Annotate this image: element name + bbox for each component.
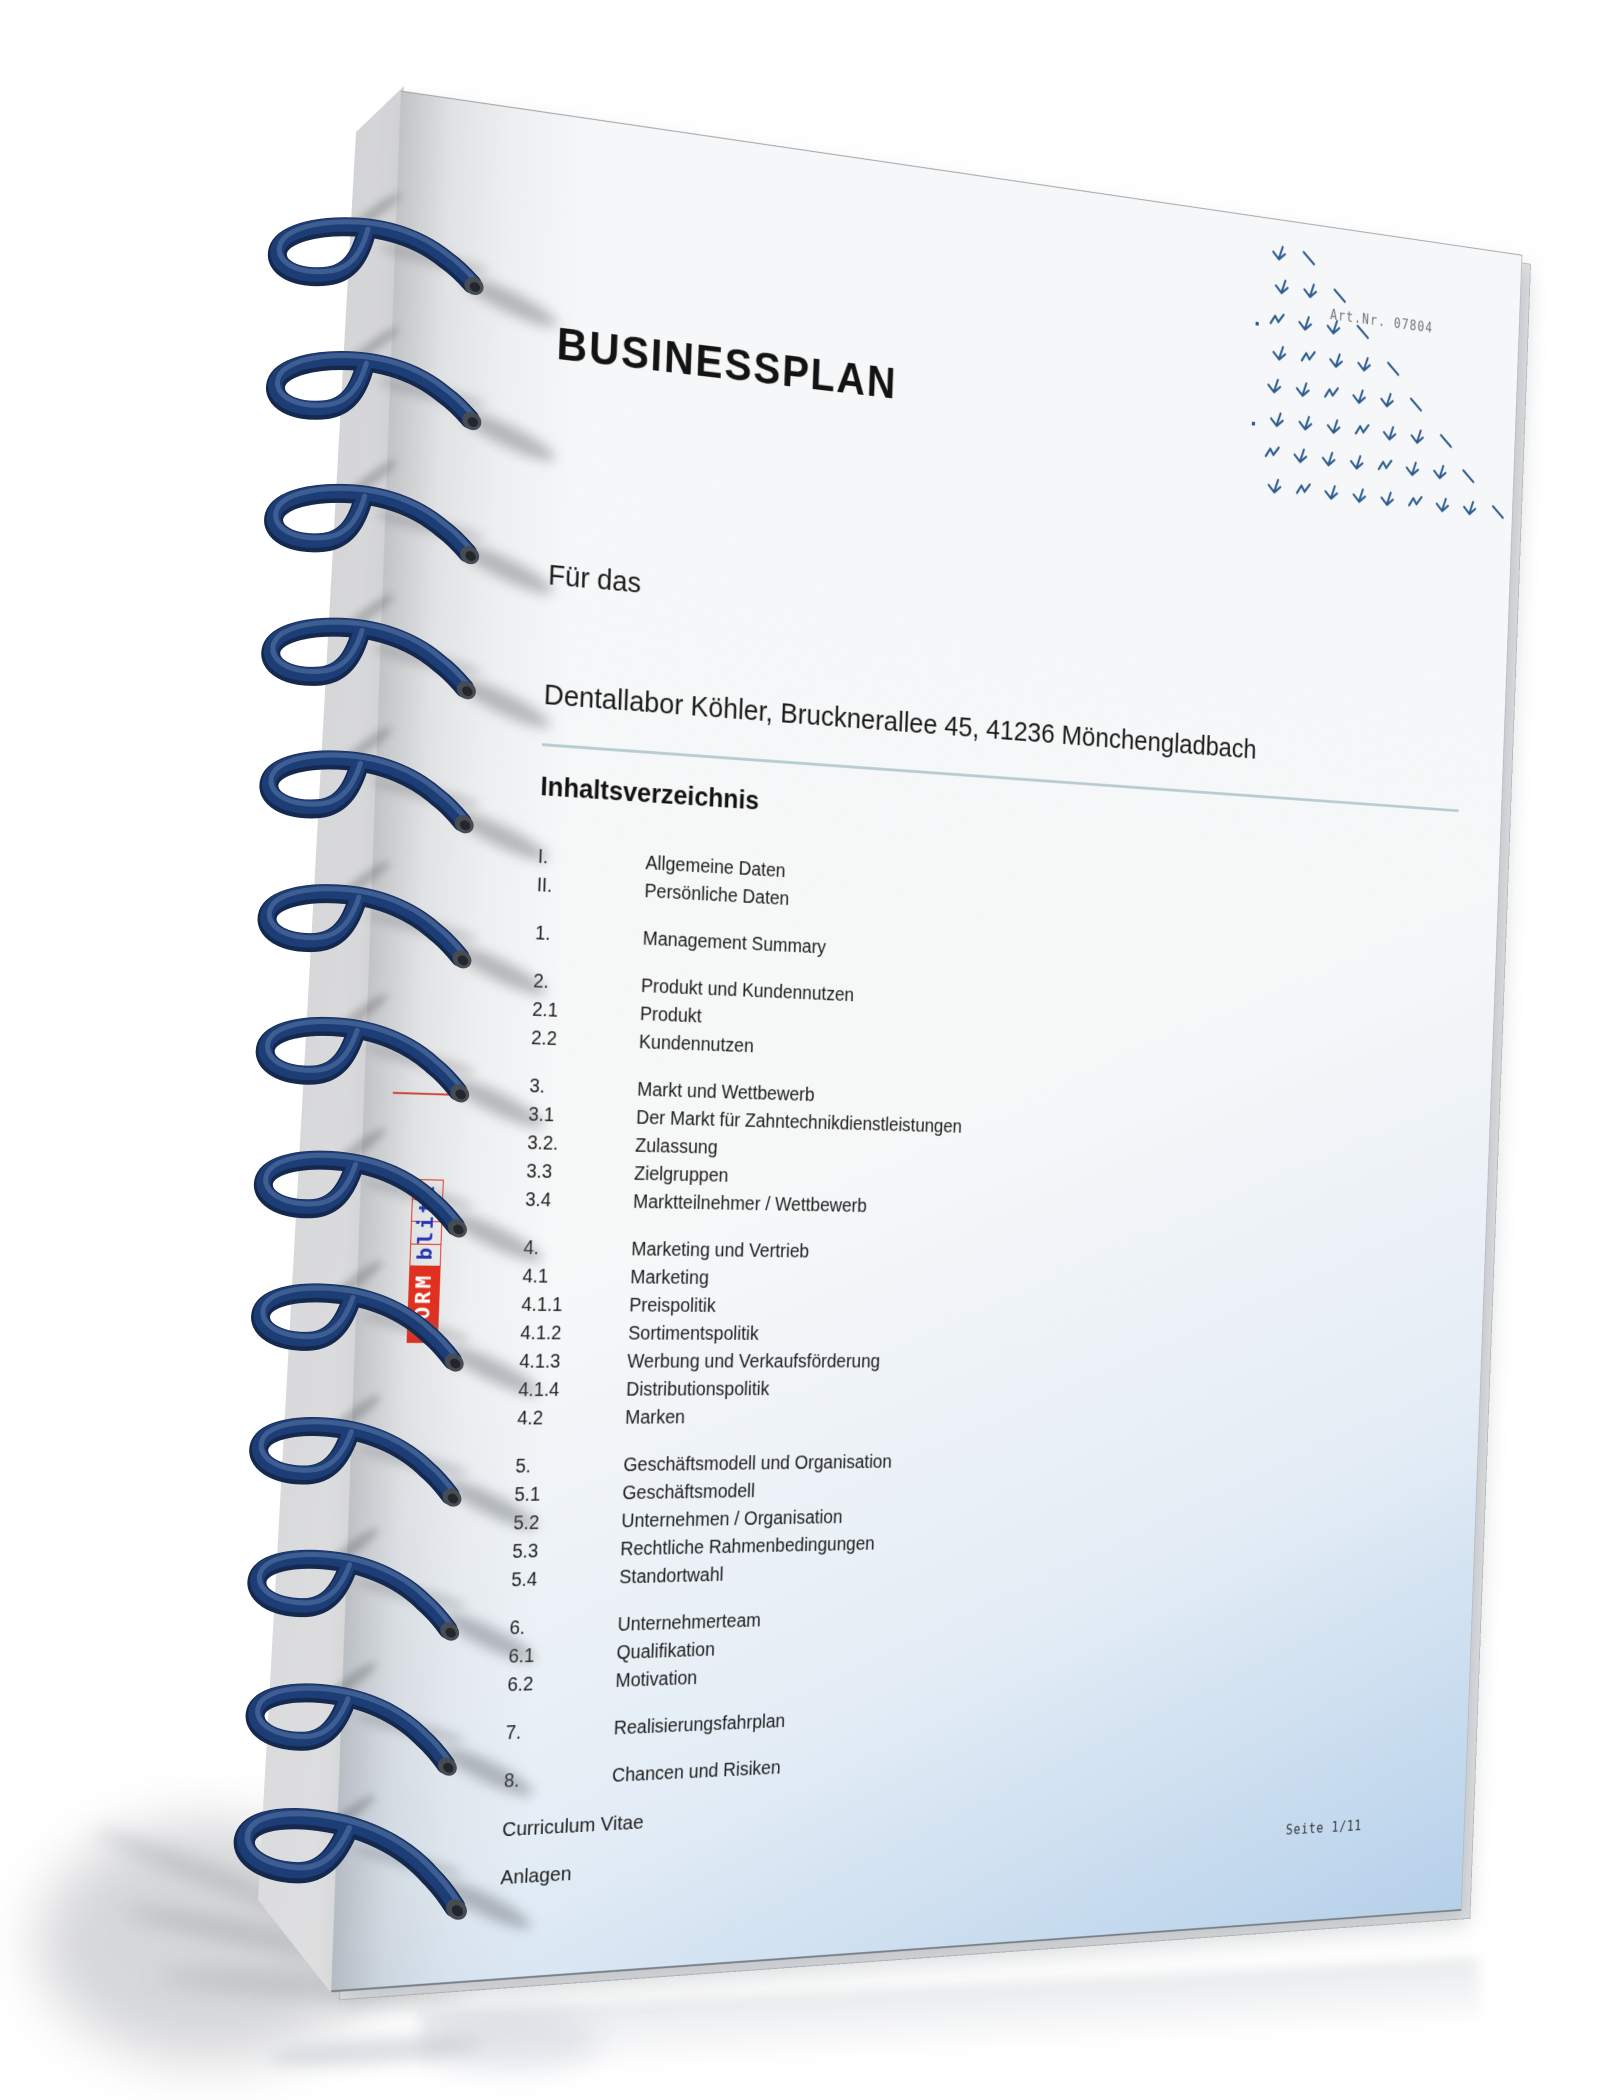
toc-entry-label: Anlagen: [500, 1862, 572, 1890]
page-title: BUSINESSPLAN: [555, 317, 898, 409]
arrow-glyph-icon: [1263, 442, 1282, 466]
toc-entry-number: 5.2: [513, 1512, 540, 1535]
toc-row: [519, 1348, 1340, 1376]
toc-entry-number: 2.1: [531, 999, 559, 1022]
arrow-glyph-icon: [1381, 423, 1400, 446]
toc-entry-number: 4.1.2: [520, 1322, 562, 1345]
arrow-glyph-icon: [1273, 276, 1292, 300]
toc-entry-number: 5.3: [512, 1540, 539, 1563]
toc-entry-number: 4.1.1: [521, 1294, 563, 1316]
toc-entry-label: Sortimentspolitik: [627, 1323, 760, 1345]
arrow-glyph-icon: [1355, 354, 1374, 378]
toc-entry-number: I.: [537, 846, 549, 869]
arrow-glyph-icon: [1270, 343, 1289, 367]
toc-entry-number: 4.: [523, 1237, 540, 1260]
arrow-glyph-icon: [1436, 430, 1455, 453]
toc-entry-number: 6.1: [508, 1645, 535, 1668]
arrow-glyph-icon: [1265, 375, 1284, 399]
article-number: Art.Nr. 07804: [1329, 306, 1434, 337]
toc-entry-label: Rechtliche Rahmenbedingungen: [619, 1533, 876, 1561]
arrow-glyph-icon: [1325, 317, 1344, 341]
toc-entry-label: Produkt und Kundennutzen: [640, 975, 855, 1006]
toc-entry-label: Kundennutzen: [638, 1031, 755, 1058]
arrow-glyph-icon: [1378, 390, 1397, 413]
arrow-glyph-icon: [1379, 489, 1398, 512]
arrow-glyph-icon: [1299, 247, 1318, 271]
arrow-glyph-icon: [1292, 445, 1311, 469]
dot-glyph: [1256, 322, 1259, 326]
toc-entry-number: 2.: [532, 970, 550, 993]
toc-entry-number: 6.2: [507, 1673, 534, 1697]
table-of-contents: [500, 843, 1357, 1892]
arrow-glyph-icon: [1325, 416, 1344, 440]
arrow-glyph-icon: [1406, 393, 1425, 416]
arrow-glyph-icon: [1266, 476, 1285, 500]
arrow-glyph-icon: [1301, 280, 1320, 304]
toc-entry-number: 5.1: [514, 1483, 541, 1506]
toc-entry-label: Der Markt für Zahntechnikdienstleistungen: [635, 1107, 963, 1138]
arrow-glyph-icon: [1330, 284, 1349, 308]
arrow-glyph-icon: [1294, 479, 1313, 503]
client-address-line: Dentallabor Köhler, Brucknerallee 45, 41236 Mönchengladbach: [543, 678, 1258, 766]
arrow-glyph-icon: [1350, 386, 1369, 410]
arrow-glyph-icon: [1320, 449, 1339, 473]
toc-row: [521, 1291, 1342, 1323]
toc-entry-label: Geschäftsmodell und Organisation: [623, 1451, 893, 1476]
toc-entry-label: Produkt: [639, 1003, 703, 1028]
toc-entry-label: Preispolitik: [628, 1294, 717, 1317]
arrow-glyph-icon: [1297, 413, 1316, 437]
arrow-glyph-icon: [1434, 495, 1453, 518]
toc-entry-label: Unternehmen / Organisation: [621, 1506, 843, 1533]
toc-row: [520, 1320, 1341, 1350]
toc-entry-label: Allgemeine Daten: [645, 852, 786, 882]
toc-entry-label: Markt und Wettbewerb: [636, 1079, 815, 1106]
toc-entry-label: Zulassung: [634, 1135, 718, 1159]
page-number: Seite 1/11: [1285, 1817, 1363, 1839]
arrow-glyph-icon: [1353, 420, 1372, 443]
toc-entry-label: Marketing: [629, 1266, 710, 1289]
arrow-pattern-decoration: [1260, 242, 1511, 555]
toc-entry-number: 4.1.4: [517, 1379, 560, 1401]
toc-entry-label: Zielgruppen: [633, 1163, 729, 1187]
arrow-glyph-icon: [1353, 320, 1372, 344]
arrow-glyph-icon: [1348, 452, 1367, 475]
toc-entry-label: Realisierungsfahrplan: [613, 1710, 786, 1740]
toc-entry-number: 3.3: [525, 1160, 553, 1183]
arrow-glyph-icon: [1351, 485, 1370, 508]
toc-entry-number: II.: [536, 874, 553, 897]
toc-entry-label: Motivation: [615, 1667, 698, 1692]
toc-heading: Inhaltsverzeichnis: [539, 770, 760, 816]
toc-entry-label: Management Summary: [642, 928, 827, 959]
arrow-glyph-icon: [1294, 379, 1313, 403]
arrow-glyph-icon: [1327, 350, 1346, 374]
toc-entry-label: Werbung und Verkaufsförderung: [626, 1351, 881, 1373]
arrow-glyph-icon: [1268, 409, 1287, 433]
watermark-form-segment: FORM: [407, 1267, 441, 1343]
arrow-glyph-icon: [1406, 492, 1425, 515]
toc-entry-number: 4.1.3: [519, 1350, 561, 1373]
toc-entry-label: Curriculum Vitae: [501, 1811, 644, 1842]
toc-entry-number: 5.: [515, 1455, 532, 1478]
toc-entry-number: 5.4: [510, 1568, 538, 1592]
arrow-glyph-icon: [1488, 501, 1506, 524]
toc-entry-label: Marketing und Vertrieb: [631, 1238, 810, 1263]
toc-entry-number: 1.: [534, 922, 551, 945]
arrow-glyph-icon: [1296, 313, 1315, 337]
toc-entry-number: 4.2: [516, 1407, 544, 1430]
toc-entry-number: 6.: [509, 1617, 526, 1640]
arrow-glyph-icon: [1383, 357, 1402, 381]
toc-entry-label: Standortwahl: [618, 1564, 724, 1589]
arrow-glyph-icon: [1322, 482, 1341, 505]
toc-entry-label: Geschäftsmodell: [622, 1480, 756, 1505]
toc-entry-number: 3.4: [524, 1189, 552, 1212]
intro-line: Für das: [547, 558, 642, 600]
toc-entry-number: 2.2: [530, 1027, 558, 1050]
toc-entry-label: Distributionspolitik: [625, 1378, 770, 1401]
arrow-glyph-icon: [1459, 465, 1477, 488]
arrow-glyph-icon: [1322, 383, 1341, 407]
toc-entry-number: 3.1: [528, 1103, 555, 1127]
watermark-blitz-segment: blitz: [409, 1179, 443, 1267]
document-page: [331, 91, 1522, 1993]
arrow-glyph-icon: [1376, 455, 1395, 478]
toc-entry-label: Marktteilnehmer / Wettbewerb: [632, 1191, 868, 1217]
toc-row: [517, 1401, 1339, 1434]
arrow-glyph-icon: [1299, 346, 1318, 370]
arrow-glyph-icon: [1431, 462, 1450, 485]
dot-glyph: [1252, 422, 1255, 426]
arrow-glyph-icon: [1461, 498, 1479, 521]
toc-entry-number: 7.: [505, 1721, 522, 1745]
toc-entry-number: 3.: [529, 1075, 546, 1098]
arrow-glyph-icon: [1268, 309, 1287, 333]
toc-entry-label: Marken: [624, 1406, 686, 1429]
arrow-glyph-icon: [1270, 242, 1289, 266]
toc-entry-number: 4.1: [522, 1265, 549, 1288]
toc-entry-label: Persönliche Daten: [644, 880, 790, 910]
toc-entry-label: Chancen und Risiken: [611, 1757, 781, 1787]
toc-entry-label: Qualifikation: [616, 1639, 716, 1664]
toc-entry-number: 3.2.: [527, 1132, 559, 1155]
toc-entry-label: Unternehmerteam: [617, 1610, 762, 1636]
toc-entry-number: 8.: [503, 1769, 520, 1793]
arrow-glyph-icon: [1409, 426, 1428, 449]
arrow-glyph-icon: [1404, 459, 1423, 482]
